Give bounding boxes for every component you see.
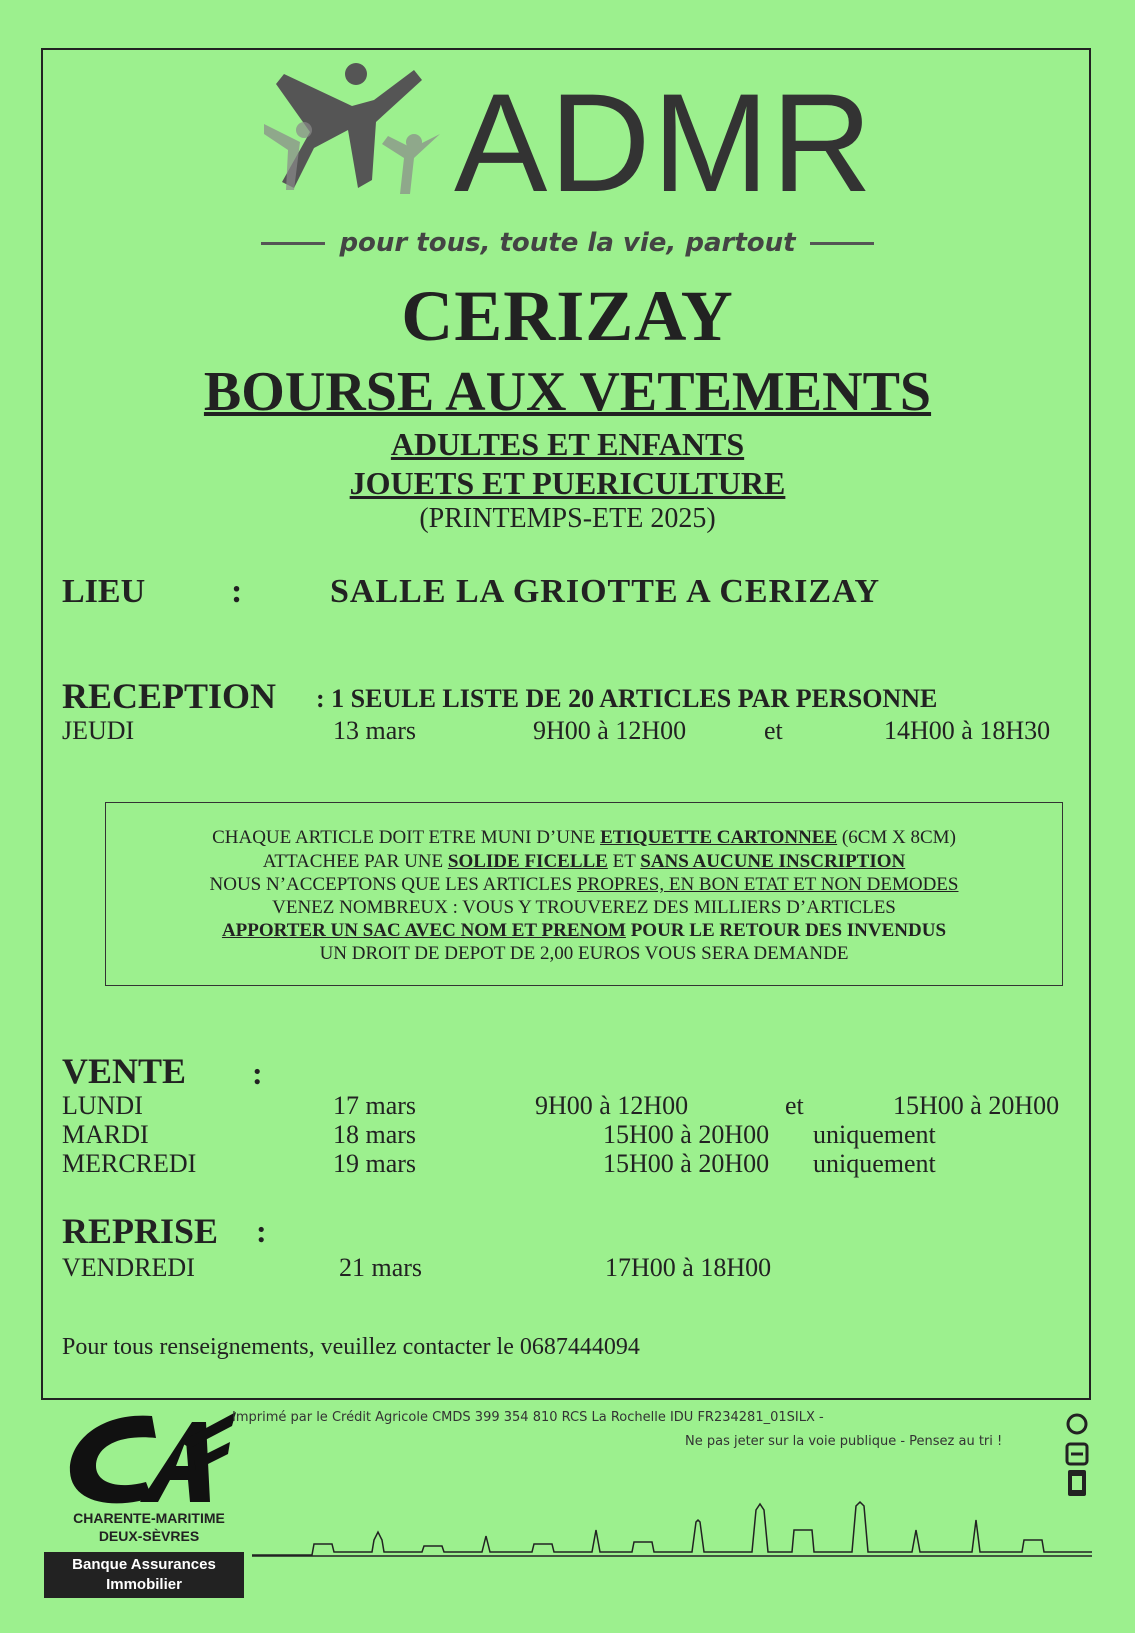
ca-services-line-1: Banque Assurances [72,1556,216,1573]
contact-line: Pour tous renseignements, veuillez contacter le 0687444094 [62,1334,640,1360]
reception-note: : 1 SEULE LISTE DE 20 ARTICLES PAR PERSONNE [316,684,938,713]
reprise-colon: : [256,1213,267,1249]
reception-day: JEUDI [62,716,135,745]
vente-time2-1: 15H00 à 20H00 [893,1091,1060,1120]
city-skyline-illustration [252,1500,1092,1560]
reprise-date: 21 mars [339,1253,423,1282]
rule-line-3: NOUS N’ACCEPTONS QUE LES ARTICLES PROPRES, EN BON ETAT ET NON DEMODES [209,874,959,895]
event-subtitle-2: JOUETS ET PUERICULTURE [349,465,786,501]
event-season: (PRINTEMPS-ETE 2025) [419,503,716,534]
event-title: BOURSE AUX VETEMENTS [203,361,932,423]
vente-time1-1: 9H00 à 12H00 [535,1091,689,1120]
ca-services-box [44,1552,244,1598]
credit-agricole-logo [60,1402,240,1512]
reprise-time: 17H00 à 18H00 [605,1253,772,1282]
reception-label: RECEPTION [62,676,277,716]
vente-conj-2: uniquement [813,1120,936,1149]
event-subtitle-1: ADULTES ET ENFANTS [390,426,745,462]
rule-line-4: VENEZ NOMBREUX : VOUS Y TROUVEREZ DES MILLIERS D’ARTICLES [272,897,896,918]
city-title: CERIZAY [401,276,734,356]
tagline-dash-left [261,242,325,245]
deposit-rules-box [105,802,1063,986]
lieu-colon: : [231,573,243,610]
vente-date-1: 17 mars [333,1091,417,1120]
ca-services-line-2: Immobilier [106,1576,182,1593]
people-icon [264,60,464,210]
reception-conj: et [764,716,783,745]
recycle-bin-icon [1063,1412,1091,1498]
vente-conj-3: uniquement [813,1149,936,1178]
rule-line-1: CHAQUE ARTICLE DOIT ETRE MUNI D’UNE ETIQUETTE CARTONNEE (6CM X 8CM) [212,827,956,848]
printer-notice: Imprimé par le Crédit Agricole CMDS 399 354 810 RCS La Rochelle IDU FR234281_01SILX - [232,1410,824,1425]
recycle-notice: Ne pas jeter sur la voie publique - Pensez au tri ! [685,1434,1003,1449]
reception-date: 13 mars [333,716,417,745]
rule-line-5: APPORTER UN SAC AVEC NOM ET PRENOM POUR LE RETOUR DES INVENDUS [221,920,947,941]
vente-date-3: 19 mars [333,1149,417,1178]
reprise-label: REPRISE [62,1211,219,1251]
vente-colon: : [252,1055,263,1091]
reception-time2: 14H00 à 18H30 [884,716,1051,745]
lieu-label: LIEU [62,573,146,610]
vente-label: VENTE [62,1051,187,1091]
vente-date-2: 18 mars [333,1120,417,1149]
vente-time1-2: 15H00 à 20H00 [603,1120,770,1149]
rule-line-6: UN DROIT DE DEPOT DE 2,00 EUROS VOUS SERA DEMANDE [319,943,849,964]
vente-day-1: LUNDI [62,1091,143,1120]
reprise-day: VENDREDI [62,1253,195,1282]
admr-logo [264,60,904,220]
tagline-dash-right [810,242,874,245]
rule-line-2: ATTACHEE PAR UNE SOLIDE FICELLE ET SANS AUCUNE INSCRIPTION [262,851,906,872]
ca-region-line-2: DEUX-SÈVRES [98,1528,200,1544]
vente-conj-1: et [785,1091,804,1120]
vente-day-2: MARDI [62,1120,149,1149]
vente-day-3: MERCREDI [62,1149,197,1178]
lieu-value: SALLE LA GRIOTTE A CERIZAY [330,573,881,610]
ca-region-line-1: CHARENTE-MARITIME [73,1510,225,1526]
admr-wordmark: ADMR [454,64,875,221]
vente-time1-3: 15H00 à 20H00 [603,1149,770,1178]
tagline [0,228,1135,258]
reception-time1: 9H00 à 12H00 [533,716,687,745]
tagline-text: pour tous, toute la vie, partout [339,228,796,258]
